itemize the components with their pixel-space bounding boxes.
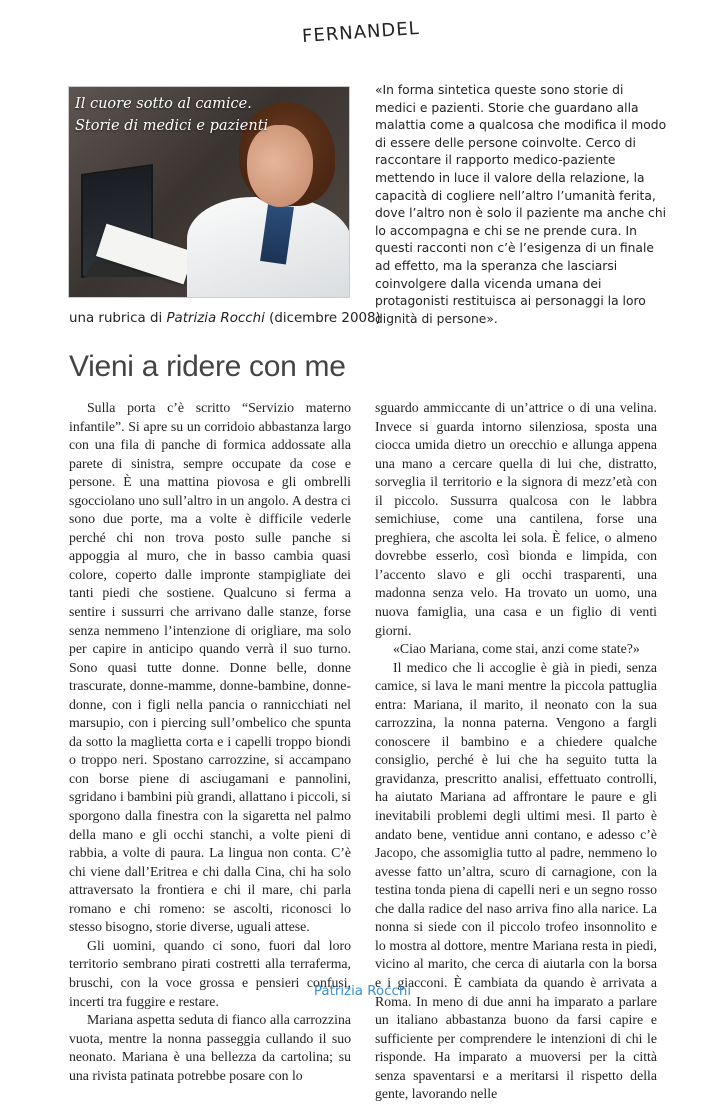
footer-author: Patrizia Rocchi — [313, 984, 412, 999]
handwritten-signature: FERNANDEL — [301, 17, 421, 48]
caption-suffix: (dicembre 2008) — [264, 311, 381, 326]
face-illustration — [247, 125, 313, 207]
paragraph: Mariana aspetta seduta di fianco alla carrozzina vuota, mentre la nonna passeggia cullando il suo neonato. Mariana è una bellezza da cartolina; su una rivista patinata potrebbe posare con lo — [69, 1012, 351, 1083]
intro-quote: «In forma sintetica queste sono storie di medici e pazienti. Storie che guardano alla malattia come a qualcosa che modifica il modo di essere delle persone coinvolte. Cerco di raccontare il rapporto medico-paziente mettendo in luce il valore della relazione, la capacità di cogliere nell’altro l’umanità ferita, dove l’altro non è solo il paziente ma anche chi lo accompagna e chi se ne prende cura. In questi racconti non c’è l’esigenza di un finale ad effetto, ma la speranza che lasciarsi coinvolgere dalla vicenda umana dei protagonisti restituisca ai personaggi la loro dignità di persone». — [375, 83, 667, 326]
caption-prefix: una rubrica di — [69, 311, 167, 326]
paragraph: Il medico che li accoglie è già in piedi, senza camice, si lava le mani mentre la piccola pattuglia entra: Mariana, il marito, il neonato con la sua carrozzina, la nonna paterna. Vengono a fargli conoscere il bambino e a chiedere qualche consiglio, perché è lui che ha seguito tutta la gravidanza, prescritto analisi, effettuato controlli, ha aiutato Mariana ad affrontare le paure e gli inevitabili problemi degli ultimi mesi. Il parto è andato bene, ventidue anni contano, e adesso c’è Jacopo, che assomiglia tutto al padre, nemmeno lo avesse fatto un’altra, scuro di carnagione, con la testina tonda piena di capelli neri e un segno rosso che dalla radice del naso arriva fino alla narice. La nonna si siede con il piccolo trofeo insonnolito e lo mostra al dottore, mentre Mariana resta in piedi, vicino al marito, che cerca di aiutarla con la borsa e i giacconi. È cambiata da quando è arrivata a Roma. In meno di due anni ha imparato a parlare un italiano abbastanza buono da farsi capire e sufficiente per comprendere le intenzioni di chi le risponde. Ha imparato a muoversi per la città senza spaventarsi e a meritarsi il rispetto della gente, lavorando nelle — [375, 659, 657, 1102]
photo-overlay-title — [75, 93, 268, 137]
paragraph: Gli uomini, quando ci sono, fuori dal loro territorio sembrano pirati costretti alla terraferma, bruschi, con la voce grossa e pensieri confusi, incerti tra fuggire e restare. — [69, 937, 351, 1009]
article-headline: Vieni a ridere con me — [69, 350, 346, 383]
photo-title-line1: Il cuore sotto al camice. — [75, 96, 252, 112]
paragraph: «Ciao Mariana, come stai, anzi come state?» — [393, 641, 640, 657]
photo-title-line2: Storie di medici e pazienti — [75, 118, 269, 134]
paragraph-continued: sguardo ammiccante di un’attrice o di una velina. Invece si guarda intorno silenziosa, sposta una ciocca umida dietro un orecchio e allunga appena una mano a cercare quella di lui che, distratto, sorveglia il territorio e la signora di mezz’età con il piccolo. Sussurra qualcosa con le labbra semichiuse, come una cantilena, forse una preghiera, che ascolta lei sola. È felice, o almeno dovrebbe esserlo, così bionda e limpida, con l’accento slavo e gli occhi trasparenti, una madonna senza velo. Ha trovato un uomo, una nuova famiglia, una casa e un figlio di venti giorni. — [375, 400, 657, 638]
column-caption — [69, 311, 381, 326]
paragraph: Sulla porta c’è scritto “Servizio materno infantile”. Si apre su un corridoio abbastanza largo con una fila di panche di formica addossate alla parete di sinistra, sempre occupate da cose e persone. È una mattina piovosa e gli ombrelli sgocciolano uno sull’altro in un angolo. A destra ci sono due porte, ma a volte è difficile vederle perché chi non trova posto sulle panche si appoggia al muro, che in basso cambia quasi colore, coperto dalle impronte stampigliate dei tanti piedi che sostiene. Qualcuno si ferma a sentire i sussurri che arrivano dalle stanze, forse senza nemmeno l’intenzione di origliare, ma solo per capire in anticipo quando verrà il suo turno. Sono quasi tutte donne. Donne belle, donne trascurate, donne-mamme, donne-bambine, donne-donne, con i figli nella pancia o rannicchiati nel marsupio, con i piercing sull’ombelico che spunta da sotto la maglietta corta e i capelli troppo biondi o troppo neri. Spostano carrozzine, si accampano con borse piene di asciugamani e pannolini, sgridano i bambini più grandi, allattano i piccoli, si sporgono dalla finestra con la sigaretta nel palmo della mano e gli occhi stanchi, a volte pieni di rabbia, a volte di paura. La lingua non conta. C’è chi viene dall’Eritrea e chi dalla Cina, chi ha solo attraversato la frontiera e chi il mare, chi parla romano e chi romeno: se ascolti, riconosci lo stesso bisogno, storie diverse, uguali attese. — [69, 400, 352, 935]
caption-author: Patrizia Rocchi — [166, 311, 265, 326]
cover-photo — [69, 87, 349, 297]
left-column — [69, 399, 351, 1085]
